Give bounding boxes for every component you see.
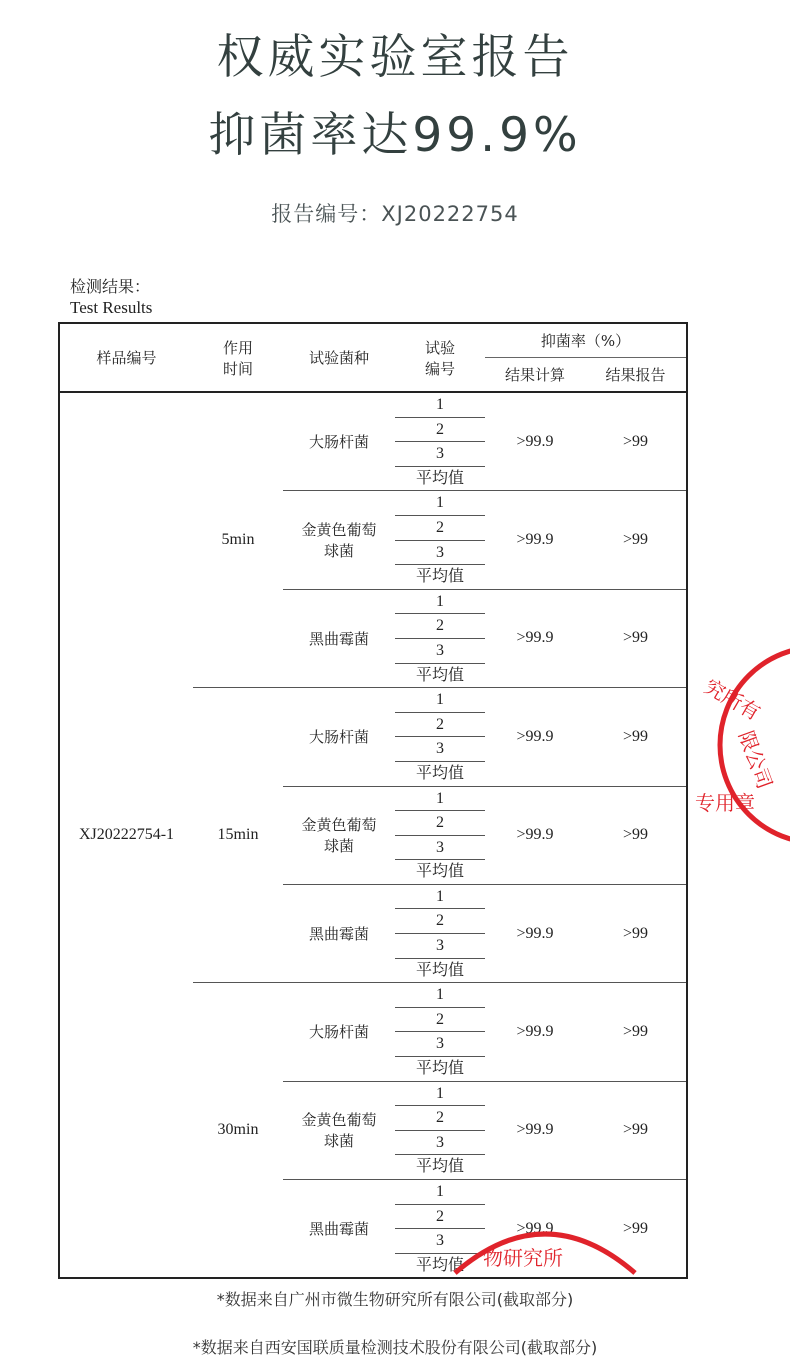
trial-no-cell: 3 [395,1229,485,1254]
trial-no-cell: 平均值 [395,663,485,688]
report-number: 报告编号：XJ20222754 [271,202,519,226]
trial-no-cell: 2 [395,909,485,934]
trial-no-cell: 2 [395,1204,485,1229]
trial-no-cell: 平均值 [395,565,485,590]
trial-no-cell: 1 [395,786,485,811]
calc-result-cell: >99.9 [485,786,585,884]
report-result-cell: >99 [622,1219,649,1237]
bacteria-cell: 黑曲霉菌 [283,589,395,687]
report-result-cell: >99 [585,884,687,982]
svg-text:物研究所: 物研究所 [483,1246,563,1270]
bacteria-cell: 金黄色葡萄 球菌 [283,786,395,884]
header-trial-no: 试验 编号 [395,323,485,392]
bacteria-cell: 大肠杆菌 [283,392,395,491]
trial-no-cell: 3 [395,835,485,860]
trial-no-cell: 3 [395,1032,485,1057]
trial-no-cell: 3 [395,737,485,762]
report-result-cell: >99 [585,1081,687,1179]
bacteria-cell: 大肠杆菌 [283,983,395,1081]
trial-no-cell: 3 [395,540,485,565]
trial-no-cell: 平均值 [395,761,485,786]
results-label-cn: 检测结果： [70,277,151,296]
trial-no-cell: 1 [395,589,485,614]
trial-no-cell: 2 [395,515,485,540]
header-sample-no: 样品编号 [59,323,193,392]
bacteria-cell: 黑曲霉菌 [283,884,395,982]
trial-no-cell: 2 [395,417,485,442]
bacteria-cell: 金黄色葡萄 球菌 [283,1081,395,1179]
report-result-cell: >99 [585,392,687,491]
time-cell: 15min [193,688,283,983]
calc-result-cell: >99.9 [485,1081,585,1179]
trial-no-cell: 1 [395,1180,485,1205]
trial-no-cell: 1 [395,392,485,417]
header-time: 作用 时间 [193,323,283,392]
svg-text:究所有: 究所有 [700,674,765,726]
trial-no-cell: 1 [395,491,485,516]
trial-no-cell: 平均值 [395,1057,485,1082]
sample-id-cell: XJ20222754-1 [78,826,175,844]
header-rate: 抑菌率（%） [485,323,687,358]
report-result-cell: >99 [585,786,687,884]
calc-result-cell: >99.9 [516,1219,554,1237]
page-subtitle: 抑菌率达99.9% [208,108,582,163]
test-results-table [58,322,688,1279]
footer-note-2: *数据来自西安国联质量检测技术股份有限公司(截取部分) [192,1338,598,1357]
trial-no-cell: 平均值 [395,860,485,885]
time-cell: 5min [193,392,283,688]
page-title: 权威实验室报告 [216,30,574,85]
header-report: 结果报告 [585,358,687,393]
trial-no-cell: 平均值 [395,466,485,491]
header-calc: 结果计算 [485,358,585,393]
calc-result-cell: >99.9 [485,688,585,786]
trial-no-cell: 平均值 [395,1155,485,1180]
trial-no-cell: 3 [395,442,485,467]
results-label-en: Test Results [70,298,153,317]
trial-no-cell: 1 [395,884,485,909]
red-seal-stamp-bottom [445,1215,645,1275]
trial-no-cell: 2 [395,614,485,639]
trial-no-cell: 3 [395,1130,485,1155]
trial-no-cell: 3 [395,638,485,663]
trial-no-cell: 1 [395,688,485,713]
bacteria-cell: 大肠杆菌 [283,688,395,786]
calc-result-cell: >99.9 [485,589,585,687]
svg-text:限公司: 限公司 [733,727,778,793]
trial-no-cell: 2 [395,1007,485,1032]
bacteria-cell: 金黄色葡萄 球菌 [283,491,395,589]
calc-result-cell: >99.9 [485,392,585,491]
header-bacteria: 试验菌种 [283,323,395,392]
trial-no-cell: 1 [395,1081,485,1106]
calc-result-cell: >99.9 [485,884,585,982]
trial-no-cell: 2 [395,811,485,836]
trial-no-cell: 2 [395,712,485,737]
time-cell: 30min [217,1121,259,1139]
report-result-cell: >99 [585,589,687,687]
trial-no-cell: 1 [395,983,485,1008]
red-seal-stamp-right [693,640,790,850]
trial-no-cell: 平均值 [395,958,485,983]
bacteria-cell: 黑曲霉菌 [308,1220,369,1239]
svg-text:专用章: 专用章 [695,791,755,815]
report-result-cell: >99 [585,491,687,589]
calc-result-cell: >99.9 [485,983,585,1081]
report-result-cell: >99 [585,983,687,1081]
trial-no-cell: 3 [395,934,485,959]
trial-no-cell: 平均值 [415,1256,464,1274]
trial-no-cell: 2 [395,1106,485,1131]
calc-result-cell: >99.9 [485,491,585,589]
report-result-cell: >99 [585,688,687,786]
footer-note-1: *数据来自广州市微生物研究所有限公司(截取部分) [216,1290,574,1309]
